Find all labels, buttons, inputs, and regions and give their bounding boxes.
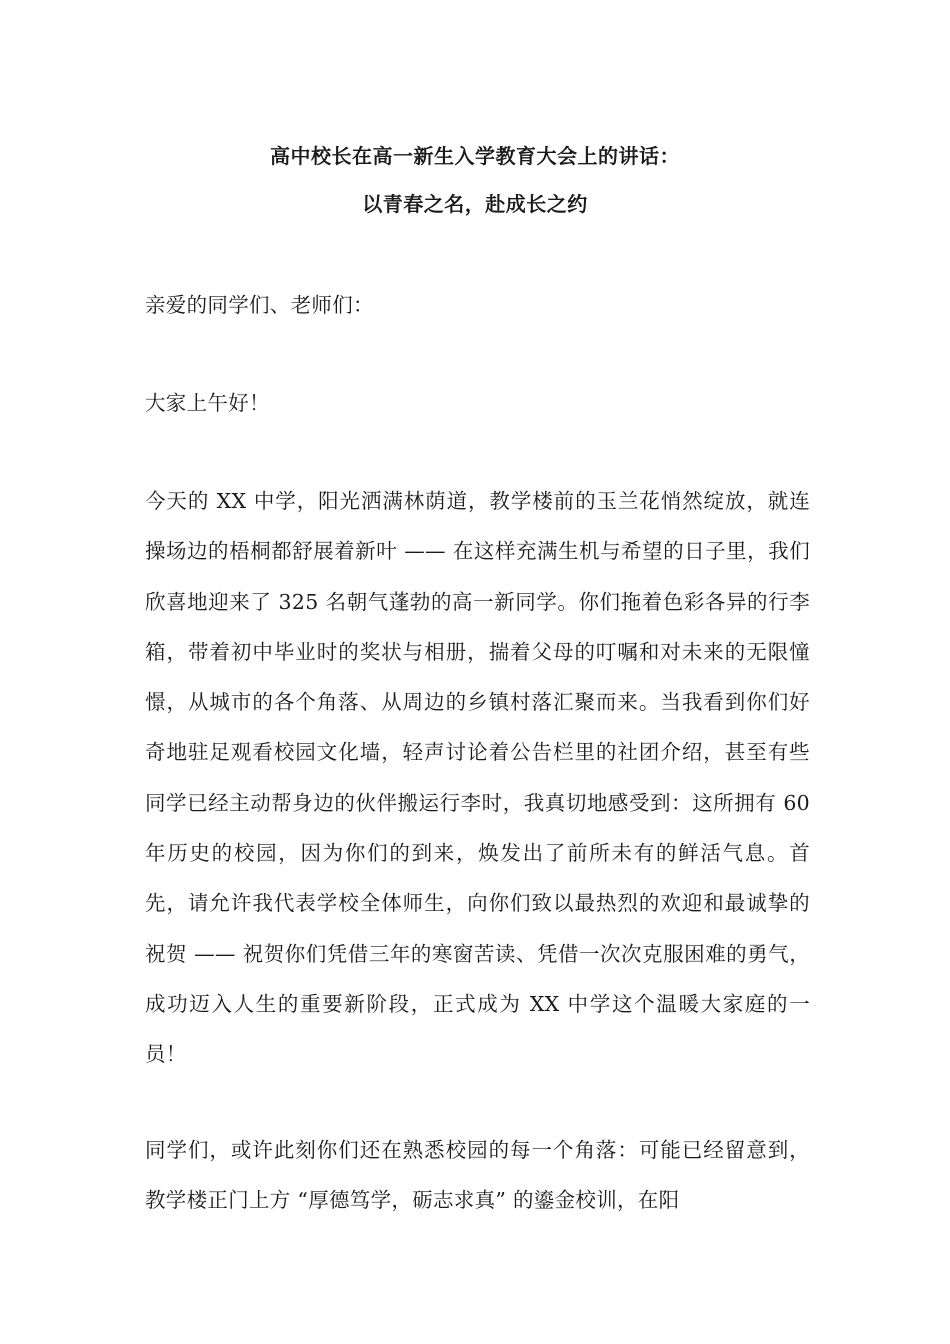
body-paragraph-1: 今天的 XX 中学，阳光洒满林荫道，教学楼前的玉兰花悄然绽放，就连操场边的梧桐都舒展着新叶 —— 在这样充满生机与希望的日子里，我们欣喜地迎来了 325 名朝气蓬勃的高一新同学。你们拖着色彩各异的行李箱，带着初中毕业时的奖状与相册，揣着父母的叮嘱和对未来的无限憧憬，从城市的各个角落、从周边的乡镇村落汇聚而来。当我看到你们好奇地驻足观看校园文化墙，轻声讨论着公告栏里的社团介绍，甚至有些同学已经主动帮身边的伙伴搬运行李时，我真切地感受到：这所拥有 60 年历史的校园，因为你们的到来，焕发出了前所未有的鲜活气息。首先，请允许我代表学校全体师生，向你们致以最热烈的欢迎和最诚挚的祝贺 —— 祝贺你们凭借三年的寒窗苦读、凭借一次次克服困难的勇气，成功迈入人生的重要新阶段，正式成为 XX 中学这个温暖大家庭的一员！ [145, 489, 810, 1067]
greeting-paragraph: 亲爱的同学们、老师们： [145, 293, 374, 317]
title-line-2: 以青春之名，赴成长之约 [362, 192, 588, 216]
title-line-1: 高中校长在高一新生入学教育大会上的讲话： [270, 144, 680, 168]
hello-paragraph: 大家上午好！ [145, 391, 270, 415]
body-paragraph-2: 同学们，或许此刻你们还在熟悉校园的每一个角落：可能已经留意到，教学楼正门上方 “厚德笃学，砺志求真” 的鎏金校训，在阳 [145, 1138, 810, 1213]
